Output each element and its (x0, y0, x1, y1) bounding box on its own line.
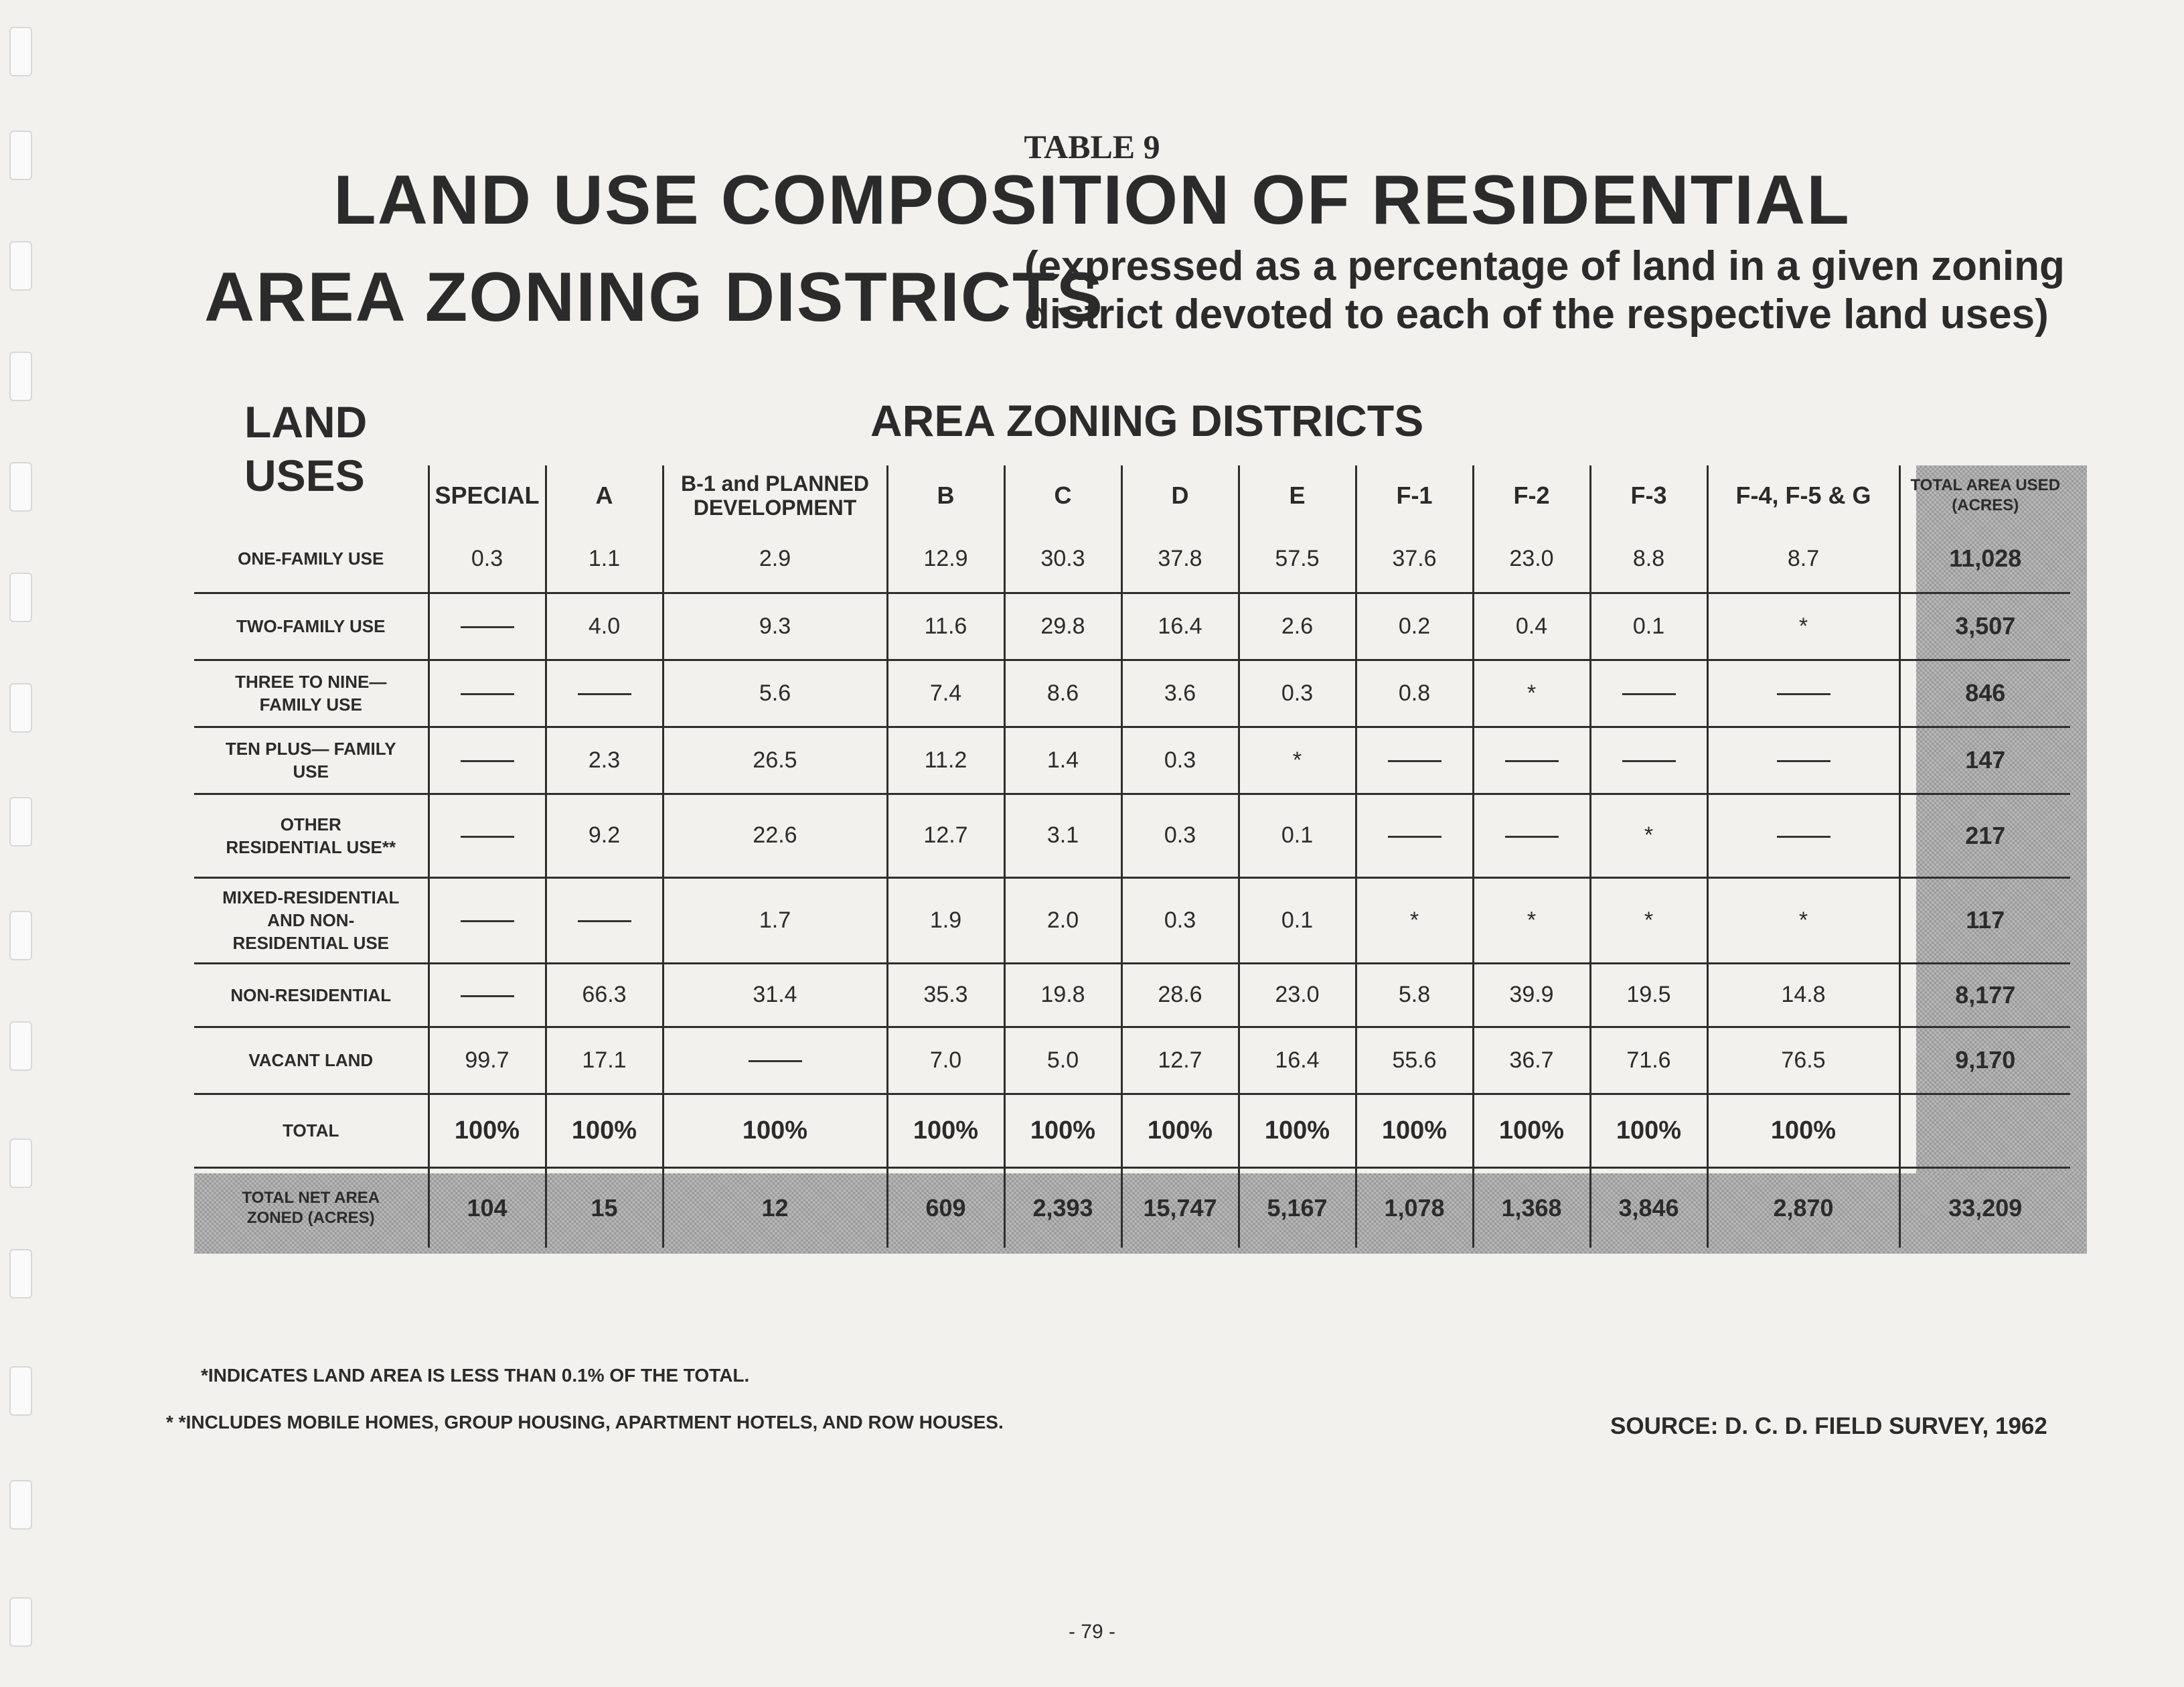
cell-value: 5.8 (1398, 982, 1431, 1007)
cell-value: 55.6 (1392, 1047, 1437, 1073)
value-cell (546, 1167, 663, 1248)
cell-value: 14.8 (1781, 982, 1826, 1007)
value-cell (1121, 593, 1239, 660)
cell-value: 0.3 (1164, 907, 1196, 933)
value-cell (1239, 727, 1356, 794)
value-cell (887, 593, 1004, 660)
column-header: B (887, 465, 1004, 526)
binder-hole (9, 1249, 32, 1299)
value-cell (1707, 963, 1899, 1027)
total-area-header: TOTAL AREA USED (ACRES) (1899, 465, 2070, 526)
dash-mark (1777, 836, 1830, 838)
cell-value: 100% (742, 1116, 808, 1145)
cell-value: 609 (925, 1193, 966, 1222)
value-cell (1590, 593, 1707, 660)
value-cell (1473, 660, 1590, 727)
value-cell (1590, 794, 1707, 877)
value-cell (663, 794, 887, 877)
value-cell (428, 963, 546, 1027)
cell-value: 3.6 (1164, 680, 1196, 706)
cell-value: 0.8 (1398, 680, 1431, 706)
cell-value: 2,870 (1773, 1193, 1834, 1222)
value-cell (1473, 526, 1590, 593)
cell-value: 37.8 (1158, 545, 1202, 571)
dash-mark (1777, 693, 1830, 695)
value-cell (1004, 1027, 1121, 1094)
cell-value: 100% (1381, 1116, 1448, 1145)
cell-value: 8.7 (1787, 545, 1820, 571)
dash-mark (1622, 693, 1676, 695)
column-header: F-1 (1356, 465, 1473, 526)
binder-hole (9, 352, 32, 401)
land-use-table (194, 465, 2070, 1248)
land-uses-header-line: USES (244, 451, 365, 500)
table-caption: TABLE 9 (1024, 128, 1160, 165)
dash-mark (1505, 836, 1559, 838)
row-label: TOTAL NET AREA ZONED (ACRES) (194, 1167, 428, 1248)
cell-value: 7.4 (929, 680, 962, 706)
value-cell (1356, 727, 1473, 794)
value-cell (428, 727, 546, 794)
value-cell (428, 794, 546, 877)
cell-value: 2.0 (1046, 907, 1079, 933)
cell-value: 29.8 (1040, 613, 1085, 639)
row-label: TEN PLUS— FAMILY USE (194, 727, 428, 794)
row-label: TOTAL (194, 1094, 428, 1167)
cell-value: 0.1 (1281, 822, 1314, 848)
cell-value: 1.4 (1046, 747, 1079, 773)
subtitle-line-2: district devoted to each of the respective land uses) (1024, 291, 2049, 338)
value-cell (1707, 1094, 1899, 1167)
cell-value: 76.5 (1781, 1047, 1826, 1073)
value-cell (1707, 794, 1899, 877)
source-note: SOURCE: D. C. D. FIELD SURVEY, 1962 (1610, 1413, 2047, 1439)
total-area-cell: 8,177 (1899, 963, 2070, 1027)
cell-value: 1.7 (759, 907, 791, 933)
value-cell (1590, 660, 1707, 727)
row-label: ONE-FAMILY USE (194, 526, 428, 593)
value-cell (887, 877, 1004, 963)
value-cell (1356, 877, 1473, 963)
value-cell (1473, 877, 1590, 963)
dash-mark (578, 920, 631, 922)
value-cell (1239, 1027, 1356, 1094)
value-cell (1239, 660, 1356, 727)
value-cell (1707, 727, 1899, 794)
title-line-1: LAND USE COMPOSITION OF RESIDENTIAL (333, 161, 1851, 239)
value-cell (428, 660, 546, 727)
value-cell (663, 877, 887, 963)
value-cell (428, 526, 546, 593)
cell-value: 100% (913, 1116, 979, 1145)
cell-value: 4.0 (588, 613, 621, 639)
cell-value: 2.3 (588, 747, 621, 773)
value-cell (428, 877, 546, 963)
dash-mark (1388, 836, 1441, 838)
value-cell (1590, 1094, 1707, 1167)
cell-value: 0.4 (1515, 613, 1548, 639)
value-cell (1473, 963, 1590, 1027)
value-cell (1239, 1167, 1356, 1248)
row-label: NON-RESIDENTIAL (194, 963, 428, 1027)
binder-hole (9, 911, 32, 960)
dash-mark (1505, 760, 1559, 762)
value-cell (1473, 794, 1590, 877)
cell-value: 1.1 (588, 545, 621, 571)
cell-value: 19.8 (1040, 982, 1085, 1007)
row-label: OTHER RESIDENTIAL USE** (194, 794, 428, 877)
value-cell (887, 526, 1004, 593)
row-label: TWO-FAMILY USE (194, 593, 428, 660)
value-cell (546, 526, 663, 593)
cell-value: 66.3 (582, 982, 627, 1007)
value-cell (1356, 1027, 1473, 1094)
value-cell (1590, 727, 1707, 794)
value-cell (663, 660, 887, 727)
column-header: F-4, F-5 & G (1707, 465, 1899, 526)
binder-hole (9, 462, 32, 512)
column-header: E (1239, 465, 1356, 526)
value-cell (546, 727, 663, 794)
table-row (194, 593, 2070, 660)
cell-value: 99.7 (465, 1047, 510, 1073)
binder-hole (9, 797, 32, 847)
cell-value: 8.8 (1632, 545, 1665, 571)
column-header: SPECIAL (428, 465, 546, 526)
cell-value: 26.5 (753, 747, 797, 773)
net-area-row (194, 1167, 2070, 1248)
column-header: D (1121, 465, 1239, 526)
value-cell (1121, 877, 1239, 963)
value-cell (1356, 794, 1473, 877)
table-row (194, 660, 2070, 727)
cell-value: 12.7 (923, 822, 968, 848)
value-cell (887, 794, 1004, 877)
total-area-cell (1899, 1094, 2070, 1167)
subtitle-line-1: (expressed as a percentage of land in a given zoning (1024, 243, 2065, 289)
cell-value: 100% (454, 1116, 520, 1145)
value-cell (1707, 593, 1899, 660)
value-cell (1473, 593, 1590, 660)
binder-hole (9, 1480, 32, 1530)
column-header: F-2 (1473, 465, 1590, 526)
value-cell (1121, 963, 1239, 1027)
row-label: MIXED-RESIDENTIAL AND NON-RESIDENTIAL USE (194, 877, 428, 963)
dash-mark (461, 995, 514, 997)
cell-value: 0.1 (1632, 613, 1665, 639)
cell-value: 15,747 (1143, 1193, 1217, 1222)
cell-value: 19.5 (1626, 982, 1671, 1007)
cell-value: 5,167 (1267, 1193, 1328, 1222)
value-cell (1590, 1167, 1707, 1248)
value-cell (546, 593, 663, 660)
cell-value: 0.3 (1281, 680, 1314, 706)
value-cell (663, 593, 887, 660)
value-cell (1356, 1167, 1473, 1248)
total-area-cell: 117 (1899, 877, 2070, 963)
cell-value: 0.1 (1281, 907, 1314, 933)
dash-mark (461, 626, 514, 628)
binder-hole (9, 27, 32, 76)
table-row (194, 727, 2070, 794)
value-cell (1473, 1094, 1590, 1167)
dash-mark (1777, 760, 1830, 762)
value-cell (1356, 526, 1473, 593)
binder-hole (9, 1139, 32, 1188)
cell-value: 12.7 (1158, 1047, 1202, 1073)
dash-mark (749, 1060, 802, 1062)
value-cell (1590, 526, 1707, 593)
cell-value: 100% (1616, 1116, 1682, 1145)
cell-value: 22.6 (753, 822, 797, 848)
total-area-cell: 11,028 (1899, 526, 2070, 593)
value-cell (1356, 963, 1473, 1027)
table-row (194, 526, 2070, 593)
total-area-cell: 147 (1899, 727, 2070, 794)
value-cell (428, 1167, 546, 1248)
value-cell (1239, 1094, 1356, 1167)
total-area-cell: 217 (1899, 794, 2070, 877)
cell-value: 3.1 (1046, 822, 1079, 848)
dash-mark (461, 760, 514, 762)
cell-value: 3,846 (1618, 1193, 1679, 1222)
value-cell (1239, 593, 1356, 660)
cell-value: 23.0 (1275, 982, 1320, 1007)
value-cell (1473, 727, 1590, 794)
dash-mark (1622, 760, 1676, 762)
value-cell (546, 877, 663, 963)
value-cell (1121, 1094, 1239, 1167)
value-cell (546, 1027, 663, 1094)
asterisk-mark: * (1798, 907, 1808, 933)
binding-holes (0, 0, 40, 1687)
cell-value: 16.4 (1158, 613, 1202, 639)
cell-value: 100% (571, 1116, 637, 1145)
value-cell (1121, 727, 1239, 794)
value-cell (1004, 1167, 1121, 1248)
table-row (194, 1027, 2070, 1094)
value-cell (1121, 660, 1239, 727)
total-area-cell: 9,170 (1899, 1027, 2070, 1094)
dash-mark (461, 693, 514, 695)
cell-value: 57.5 (1275, 545, 1320, 571)
total-area-cell: 3,507 (1899, 593, 2070, 660)
value-cell (887, 963, 1004, 1027)
cell-value: 12 (761, 1193, 789, 1222)
column-header: A (546, 465, 663, 526)
value-cell (1121, 1167, 1239, 1248)
value-cell (428, 593, 546, 660)
page-number: - 79 - (1068, 1621, 1116, 1643)
total-row (194, 1094, 2070, 1167)
cell-value: 1,078 (1384, 1193, 1445, 1222)
cell-value: 100% (1147, 1116, 1213, 1145)
value-cell (663, 1027, 887, 1094)
table-row (194, 877, 2070, 963)
corner-cell (194, 465, 428, 526)
cell-value: 5.6 (759, 680, 791, 706)
cell-value: 31.4 (753, 982, 797, 1007)
cell-value: 2,393 (1032, 1193, 1093, 1222)
value-cell (1473, 1027, 1590, 1094)
value-cell (887, 1027, 1004, 1094)
value-cell (1707, 1027, 1899, 1094)
cell-value: 100% (1264, 1116, 1330, 1145)
table-row (194, 794, 2070, 877)
value-cell (887, 1167, 1004, 1248)
value-cell (1356, 1094, 1473, 1167)
cell-value: 11.2 (924, 747, 967, 773)
value-cell (887, 660, 1004, 727)
row-label: VACANT LAND (194, 1027, 428, 1094)
dash-mark (461, 836, 514, 838)
asterisk-mark: * (1644, 907, 1654, 933)
value-cell (663, 1094, 887, 1167)
subtitle (1024, 242, 2065, 339)
value-cell (546, 963, 663, 1027)
cell-value: 0.3 (1164, 822, 1196, 848)
cell-value: 104 (467, 1193, 508, 1222)
cell-value: 12.9 (923, 545, 968, 571)
cell-value: 100% (1030, 1116, 1096, 1145)
cell-value: 35.3 (923, 982, 968, 1007)
value-cell (428, 1094, 546, 1167)
value-cell (546, 794, 663, 877)
value-cell (546, 660, 663, 727)
cell-value: 23.0 (1509, 545, 1554, 571)
dash-mark (1388, 760, 1441, 762)
binder-hole (9, 1021, 32, 1071)
value-cell (1707, 660, 1899, 727)
total-area-cell: 846 (1899, 660, 2070, 727)
asterisk-mark: * (1527, 907, 1537, 933)
cell-value: 9.2 (588, 822, 621, 848)
dash-mark (461, 920, 514, 922)
cell-value: 100% (1498, 1116, 1565, 1145)
value-cell (1004, 593, 1121, 660)
cell-value: 16.4 (1275, 1047, 1320, 1073)
value-cell (1356, 660, 1473, 727)
cell-value: 71.6 (1626, 1047, 1671, 1073)
value-cell (1121, 794, 1239, 877)
asterisk-mark: * (1644, 822, 1654, 848)
value-cell (1004, 660, 1121, 727)
value-cell (1590, 1027, 1707, 1094)
value-cell (663, 1167, 887, 1248)
value-cell (663, 727, 887, 794)
value-cell (1590, 963, 1707, 1027)
cell-value: 100% (1770, 1116, 1837, 1145)
dash-mark (578, 693, 631, 695)
value-cell (428, 1027, 546, 1094)
cell-value: 2.9 (759, 545, 791, 571)
value-cell (1707, 526, 1899, 593)
cell-value: 0.3 (1164, 747, 1196, 773)
asterisk-mark: * (1409, 907, 1419, 933)
value-cell (663, 526, 887, 593)
column-header: F-3 (1590, 465, 1707, 526)
value-cell (1121, 1027, 1239, 1094)
value-cell (1239, 963, 1356, 1027)
value-cell (546, 1094, 663, 1167)
area-zoning-header: AREA ZONING DISTRICTS (870, 396, 1424, 445)
cell-value: 36.7 (1509, 1047, 1554, 1073)
value-cell (1004, 877, 1121, 963)
cell-value: 8.6 (1046, 680, 1079, 706)
binder-hole (9, 1366, 32, 1416)
asterisk-mark: * (1292, 747, 1302, 773)
cell-value: 0.2 (1398, 613, 1431, 639)
cell-value: 1.9 (929, 907, 962, 933)
header-row (194, 465, 2070, 526)
footnote-includes: * *INCLUDES MOBILE HOMES, GROUP HOUSING, APARTMENT HOTELS, AND ROW HOUSES. (166, 1412, 1004, 1433)
value-cell (1707, 1167, 1899, 1248)
value-cell (1004, 727, 1121, 794)
value-cell (1356, 593, 1473, 660)
asterisk-mark: * (1527, 680, 1537, 706)
cell-value: 37.6 (1392, 545, 1437, 571)
value-cell (1590, 877, 1707, 963)
value-cell (1004, 1094, 1121, 1167)
column-header: B-1 and PLANNED DEVELOPMENT (663, 465, 887, 526)
cell-value: 0.3 (471, 545, 503, 571)
cell-value: 39.9 (1509, 982, 1554, 1007)
cell-value: 5.0 (1046, 1047, 1079, 1073)
table-row (194, 963, 2070, 1027)
cell-value: 1,368 (1501, 1193, 1562, 1222)
cell-value: 11.6 (924, 613, 967, 639)
row-label: THREE TO NINE— FAMILY USE (194, 660, 428, 727)
cell-value: 28.6 (1158, 982, 1202, 1007)
binder-hole (9, 241, 32, 291)
value-cell (887, 1094, 1004, 1167)
value-cell (1121, 526, 1239, 593)
cell-value: 15 (591, 1193, 618, 1222)
value-cell (1004, 963, 1121, 1027)
cell-value: 9.3 (759, 613, 791, 639)
value-cell (1239, 794, 1356, 877)
title-line-2: AREA ZONING DISTRICTS (204, 259, 1104, 336)
binder-hole (9, 573, 32, 622)
value-cell (1239, 526, 1356, 593)
total-area-cell: 33,209 (1899, 1167, 2070, 1248)
value-cell (1004, 794, 1121, 877)
binder-hole (9, 683, 32, 733)
asterisk-mark: * (1798, 613, 1808, 639)
footnote-less-than: *INDICATES LAND AREA IS LESS THAN 0.1% OF THE TOTAL. (201, 1365, 750, 1386)
value-cell (1707, 877, 1899, 963)
value-cell (1473, 1167, 1590, 1248)
column-header: C (1004, 465, 1121, 526)
cell-value: 7.0 (929, 1047, 962, 1073)
value-cell (663, 963, 887, 1027)
value-cell (1004, 526, 1121, 593)
value-cell (887, 727, 1004, 794)
cell-value: 17.1 (582, 1047, 627, 1073)
land-uses-header-line: LAND (244, 397, 368, 447)
cell-value: 2.6 (1281, 613, 1314, 639)
value-cell (1239, 877, 1356, 963)
cell-value: 30.3 (1040, 545, 1085, 571)
